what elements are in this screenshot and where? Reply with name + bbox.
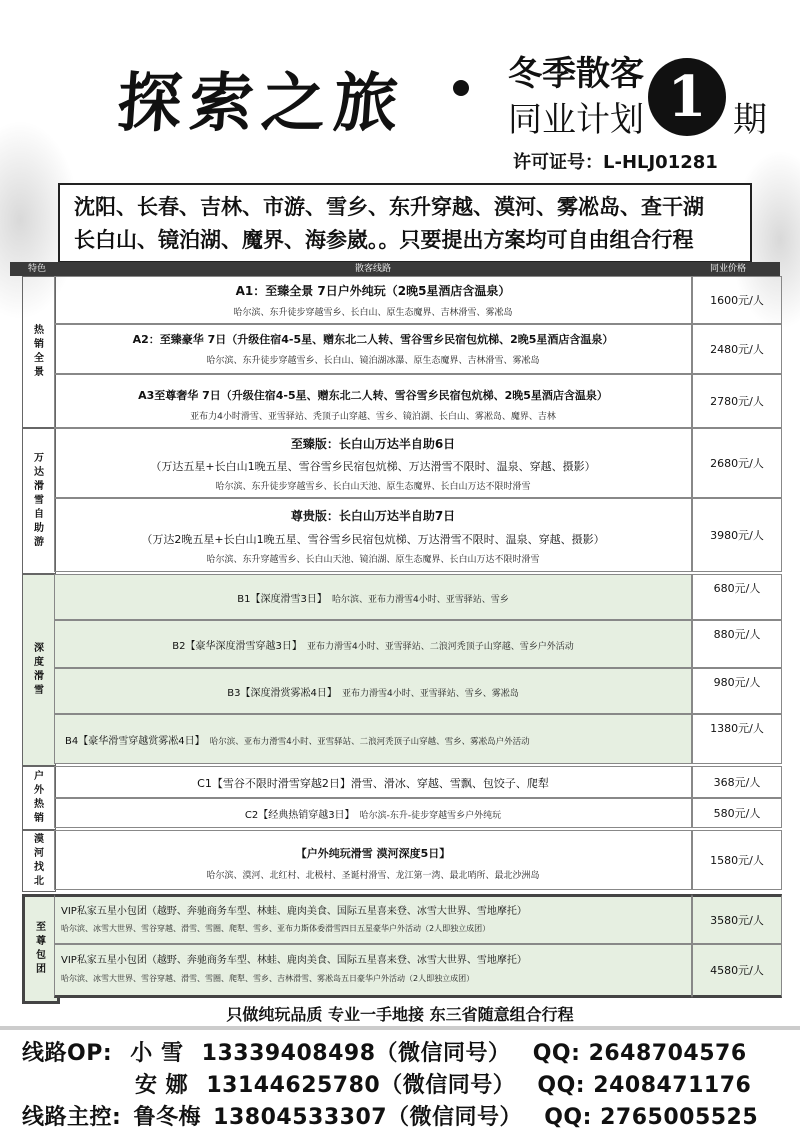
route-a2 <box>54 324 692 374</box>
route-a3 <box>54 374 692 428</box>
category-wanda: 万达滑雪自助游 <box>22 428 56 574</box>
table-header <box>10 262 780 276</box>
contact-op-2 <box>135 1068 751 1099</box>
route-a1-price: 1600元/人 <box>692 276 782 324</box>
season-title: 冬季散客 <box>508 54 644 94</box>
brand-dot <box>453 80 469 96</box>
lead-label: 线路主控: <box>22 1105 122 1130</box>
route-c2-title: C2【经典热销穿越3日】 <box>244 810 355 821</box>
destinations-line-2: 长白山、镜泊湖、魔界、海参崴。。只要提出方案均可自由组合行程 <box>74 228 694 252</box>
route-a2-title: A2：至臻豪华 7日（升级住宿4-5星、赠东北二人转、雪谷雪乡民宿包炕梯、2晚5星酒店含温泉） <box>132 333 614 346</box>
route-b1-price: 680元/人 <box>692 574 782 620</box>
route-a3-price: 2780元/人 <box>692 374 782 428</box>
route-b2-desc: 亚布力滑雪4小时、亚雪驿站、二浪河秃顶子山穿越、雪乡户外活动 <box>306 642 574 652</box>
brand-title: 探索之旅 <box>114 66 409 141</box>
route-m1-price: 1580元/人 <box>692 830 782 890</box>
route-m1-desc: 哈尔滨、漠河、北红村、北极村、圣诞村滑雪、龙江第一湾、最北哨所、最北沙洲岛 <box>206 871 540 881</box>
lead-name: 鲁冬梅 <box>133 1105 201 1130</box>
category-outdoor: 户外热销 <box>22 766 56 830</box>
route-w1-desc: 哈尔滨、东升徒步穿越雪乡、长白山天池、原生态魔界、长白山万达不限时滑雪 <box>215 482 531 492</box>
route-c1-price: 368元/人 <box>692 766 782 798</box>
route-w2-price: 3980元/人 <box>692 498 782 572</box>
contact-lead <box>22 1100 758 1131</box>
route-w1-sub: （万达五星+长白山1晚五星、雪谷雪乡民宿包炕梯、万达滑雪不限时、温泉、穿越、摄影） <box>150 460 596 473</box>
destinations-line-1: 沈阳、长春、吉林、市游、雪乡、东升穿越、漠河、雾凇岛、查干湖 <box>74 195 704 219</box>
route-m1-title: 【户外纯玩滑雪 漠河深度5日】 <box>295 847 451 860</box>
route-b1-desc: 哈尔滨、亚布力滑雪4小时、亚雪驿站、雪乡 <box>331 595 509 605</box>
route-c2-price: 580元/人 <box>692 798 782 828</box>
contact-op-1 <box>22 1036 747 1067</box>
route-c2-desc: 哈尔滨-东升-徒步穿越雪乡户外纯玩 <box>359 811 502 821</box>
route-c1-title: C1【雪谷不限时滑雪穿越2日】滑雪、滑冰、穿越、雪飘、包饺子、爬犁 <box>197 777 549 790</box>
route-v1-desc: 哈尔滨、冰雪大世界、雪谷穿越、滑雪、雪圈、爬犁、雪乡、亚布力斯体委滑雪四日五星豪华户外活动（2人即独立成团） <box>61 924 491 933</box>
category-luxury: 至尊包团 <box>22 894 60 1004</box>
issue-number: 1 <box>648 58 726 136</box>
route-w1-title: 至臻版：长白山万达半自助6日 <box>290 437 456 451</box>
route-v2-title: VIP私家五星小包团（越野、奔驰商务车型、林蛙、鹿肉美食、国际五星喜来登、冰雪大世界、雪地摩托） <box>61 955 527 966</box>
category-mohe: 漠河找北 <box>22 830 56 892</box>
header-price: 同业价格 <box>710 264 747 274</box>
route-w2-sub: （万达2晚五星+长白山1晚五星、雪谷雪乡民宿包炕梯、万达滑雪不限时、温泉、穿越、摄影） <box>141 533 605 546</box>
op2-name: 安 娜 <box>135 1073 189 1098</box>
route-w2-desc: 哈尔滨、东升穿越雪乡、长白山天池、镜泊湖、原生态魔界、长白山万达不限时滑雪 <box>206 555 540 565</box>
route-a3-title: A3至尊奢华 7日（升级住宿4-5星、赠东北二人转、雪谷雪乡民宿包炕梯、2晚5星酒店含温泉） <box>138 389 608 402</box>
header-route: 散客线路 <box>355 264 392 274</box>
route-v2-desc: 哈尔滨、冰雪大世界、雪谷穿越、滑雪、雪圈、爬犁、雪乡、吉林滑雪、雾凇岛五日豪华户外活动（2人即独立成团） <box>61 974 475 983</box>
route-v1 <box>54 894 692 944</box>
route-a1 <box>54 276 692 324</box>
route-a2-price: 2480元/人 <box>692 324 782 374</box>
op2-phone: 13144625780（微信同号） <box>206 1073 516 1098</box>
route-a1-desc: 哈尔滨、东升徒步穿越雪乡、长白山、原生态魔界、吉林滑雪、雾凇岛 <box>233 308 513 318</box>
route-w2-title: 尊贵版：长白山万达半自助7日 <box>290 509 456 523</box>
op1-phone: 13339408498（微信同号） <box>201 1041 511 1066</box>
footer-divider <box>0 1026 800 1030</box>
slogan: 只做纯玩品质 专业一手地接 东三省随意组合行程 <box>226 1005 574 1024</box>
lead-phone: 13804533307（微信同号） <box>213 1105 523 1130</box>
route-v1-price: 3580元/人 <box>692 894 782 944</box>
header-category: 特色 <box>28 264 47 274</box>
route-v1-title: VIP私家五星小包团（越野、奔驰商务车型、林蛙、鹿肉美食、国际五星喜来登、冰雪大世界、雪地摩托） <box>61 906 527 917</box>
route-b2-title: B2【豪华深度滑雪穿越3日】 <box>172 641 302 652</box>
route-m1 <box>54 830 692 890</box>
route-a1-title: A1：至臻全景 7日户外纯玩（2晚5星酒店含温泉） <box>235 284 511 298</box>
license-number: 许可证号：L-HLJ01281 <box>513 152 718 173</box>
route-b3-price: 980元/人 <box>692 668 782 714</box>
route-b4-title: B4【豪华滑雪穿越赏雾凇4日】 <box>65 736 205 747</box>
plan-title: 同业计划 <box>508 100 644 140</box>
route-b4-price: 1380元/人 <box>692 714 782 764</box>
op2-qq: QQ: 2408471176 <box>537 1073 752 1098</box>
route-w1 <box>54 428 692 498</box>
destination-banner <box>58 183 752 263</box>
route-b3-title: B3【深度滑赏雾凇4日】 <box>227 688 337 699</box>
op-label: 线路OP: <box>22 1041 113 1066</box>
category-hot: 热销全景 <box>22 276 56 428</box>
route-b3-desc: 亚布力滑雪4小时、亚雪驿站、雪乡、雾凇岛 <box>341 689 519 699</box>
route-c1 <box>54 766 692 798</box>
route-b4 <box>54 714 692 764</box>
route-v2 <box>54 944 692 998</box>
route-b2-price: 880元/人 <box>692 620 782 668</box>
op1-qq: QQ: 2648704576 <box>532 1041 747 1066</box>
route-b4-desc: 哈尔滨、亚布力滑雪4小时、亚雪驿站、二浪河秃顶子山穿越、雪乡、雾凇岛户外活动 <box>209 737 530 747</box>
period-label: 期 <box>733 100 767 140</box>
route-w1-price: 2680元/人 <box>692 428 782 498</box>
route-v2-price: 4580元/人 <box>692 944 782 998</box>
route-w2 <box>54 498 692 572</box>
op1-name: 小 雪 <box>130 1041 184 1066</box>
route-a2-desc: 哈尔滨、东升徒步穿越雪乡、长白山、镜泊湖冰瀑、原生态魔界、吉林滑雪、雾凇岛 <box>206 356 540 366</box>
lead-qq: QQ: 2765005525 <box>544 1105 759 1130</box>
category-deep-ski: 深度滑雪 <box>22 574 56 766</box>
route-c2 <box>54 798 692 828</box>
route-b3 <box>54 668 692 714</box>
route-a3-desc: 亚布力4小时滑雪、亚雪驿站、秃顶子山穿越、雪乡、镜泊湖、长白山、雾凇岛、魔界、吉林 <box>190 412 556 422</box>
route-b2 <box>54 620 692 668</box>
route-b1 <box>54 574 692 620</box>
route-b1-title: B1【深度滑雪3日】 <box>237 594 327 605</box>
